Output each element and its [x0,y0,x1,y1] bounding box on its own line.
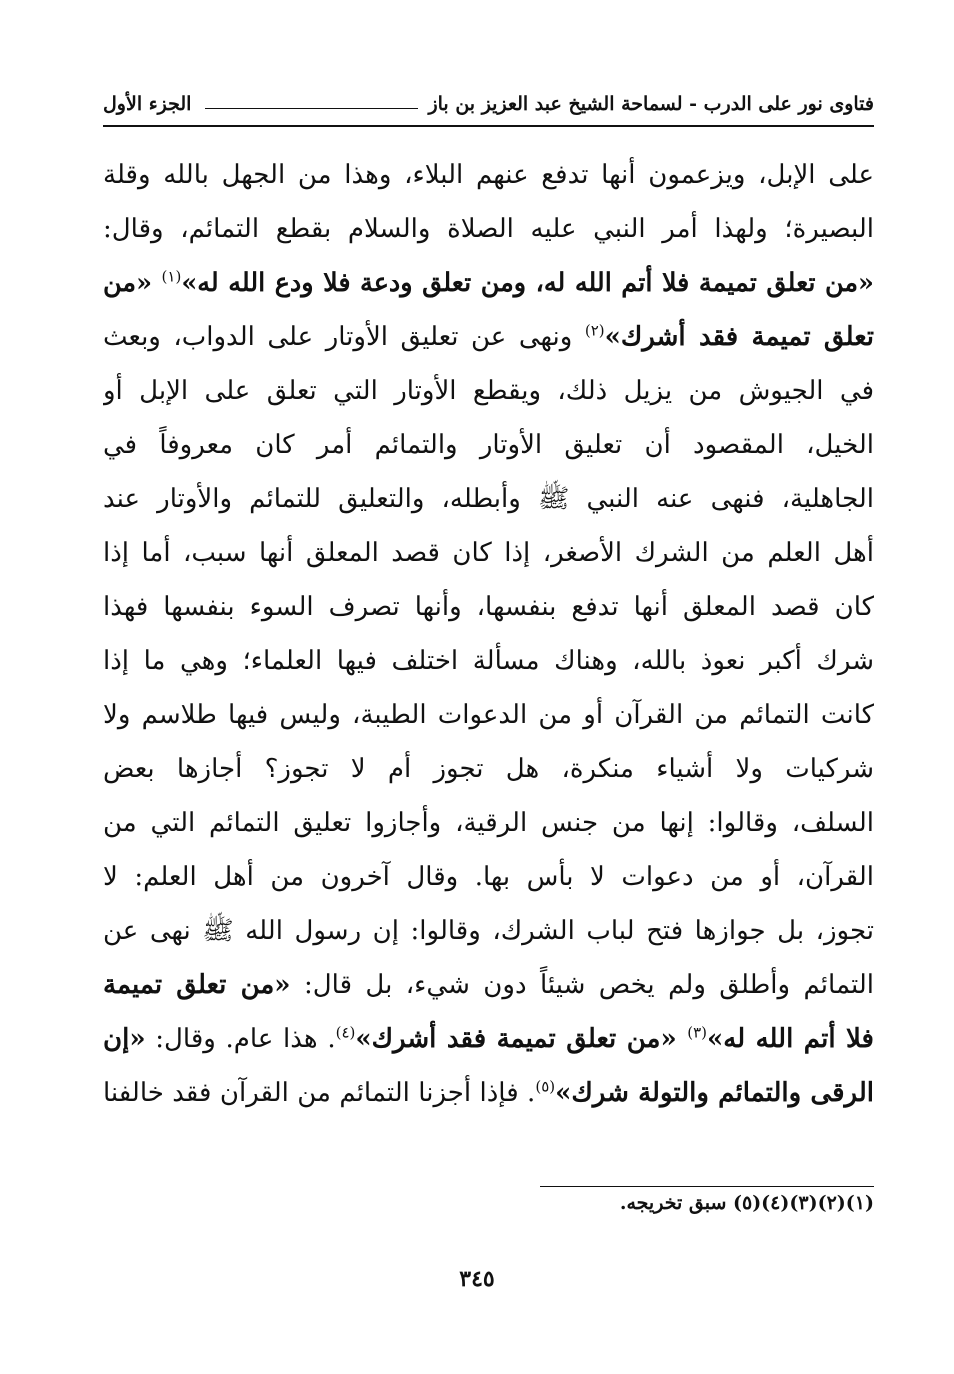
text-segment: التمائم وأطلق ولم يخص شيئاً دون شيء، بل قال: [290,970,874,1000]
text-line [103,1066,874,1120]
page-number: ٣٤٥ [459,1266,495,1292]
footnote-marker: (٥) [535,1077,556,1096]
hadith-quote: تعلق تميمة فقد أشرك» [604,322,874,352]
text-line [103,742,874,796]
text-line [103,148,874,202]
text-segment: السلف، وقالوا: إنها من جنس الرقية، وأجازوا تعليق التمائم التي من [103,808,874,838]
hadith-quote: «من تعلق تميمة فلا أتم الله له، ومن تعلق ودعة فلا ودع الله له» [181,268,874,298]
text-line [103,526,874,580]
text-line [103,634,874,688]
text-segment: على الإبل، ويزعمون أنها تدفع عنهم البلاء، وهذا من الجهل بالله وقلة [103,160,874,190]
body-text [103,148,874,1120]
text-segment: القرآن، أو من دعوات لا بأس بها. وقال آخرون من أهل العلم: لا [103,862,874,892]
footnote-marker: (١) [161,267,182,286]
header-title: فتاوى نور على الدرب - لسماحة الشيخ عبد العزيز بن باز [428,93,874,115]
hadith-quote: فلا أتم الله له» [707,1024,874,1054]
text-segment: شرك أكبر نعوذ بالله، وهناك مسألة اختلف فيها العلماء؛ وهي ما إذا [103,646,874,676]
hadith-quote: الرقى والتمائم والتولة شرك» [555,1078,874,1108]
text-segment: شركيات ولا أشياء منكرة، هل تجوز أم لا تجوز؟ أجازها بعض [103,754,874,784]
text-line [103,796,874,850]
footnote: (١)(٢)(٣)(٤)(٥) سبق تخريجه. [619,1192,874,1214]
hadith-quote: «من تعلق تميمة [103,970,291,1000]
text-line [103,688,874,742]
hadith-quote: «من تعلق تميمة فقد أشرك» [355,1024,688,1054]
text-line [103,202,874,256]
hadith-quote: «من [103,268,162,298]
header-underline [103,125,874,127]
text-segment: الجاهلية، فنهى عنه النبي ﷺ وأبطله، والتعليق للتمائم والأوتار عند [103,484,874,514]
text-segment: كان قصد المعلق أنها تدفع بنفسها، وأنها تصرف السوء بنفسها فهذا [103,592,874,622]
text-line [103,580,874,634]
text-segment: . هذا عام. وقال: [145,1024,336,1054]
text-line [103,364,874,418]
footnote-marker: (٤) [335,1023,356,1042]
text-line [103,850,874,904]
text-line [103,418,874,472]
text-line [103,472,874,526]
text-segment: . فإذا أجزنا التمائم من القرآن فقد خالفنا [103,1078,536,1108]
footnote-separator [540,1186,874,1187]
text-segment: في الجيوش من يزيل ذلك، ويقطع الأوتار التي تعلق على الإبل أو [103,376,874,406]
text-segment: كانت التمائم من القرآن أو من الدعوات الطيبة، وليس فيها طلاسم ولا [103,700,874,730]
running-header [103,84,874,124]
header-volume: الجزء الأول [103,93,192,115]
text-line [103,958,874,1012]
text-segment: ونهى عن تعليق الأوتار على الدواب، وبعث [103,322,585,352]
text-segment: تجوز، بل جوازها فتح لباب الشرك، وقالوا: إن رسول الله ﷺ نهى عن [103,916,874,946]
hadith-quote: «إن [103,1024,146,1054]
text-line [103,904,874,958]
text-segment: البصيرة؛ ولهذا أمر النبي عليه الصلاة والسلام بقطع التمائم، وقال: [103,214,874,244]
footnote-marker: (٣) [687,1023,707,1042]
text-segment: الخيل، المقصود أن تعليق الأوتار والتمائم أمر كان معروفاً في [103,430,874,460]
text-line [103,310,874,364]
header-dash-rule [205,108,418,109]
text-segment: أهل العلم من الشرك الأصغر، إذا كان قصد المعلق أنها سبب، أما إذا [103,538,874,568]
text-line [103,1012,874,1066]
footnote-marker: (٢) [584,321,605,340]
text-line [103,256,874,310]
